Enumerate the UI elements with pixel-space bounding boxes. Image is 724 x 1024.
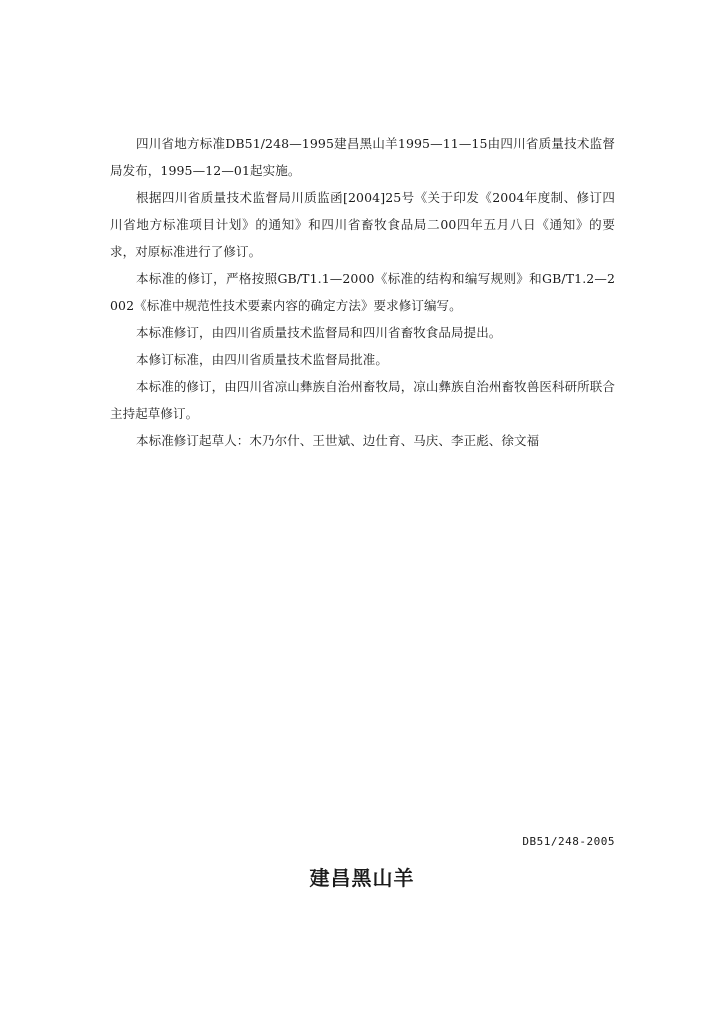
paragraph-basis: 根据四川省质量技术监督局川质监函[2004]25号《关于印发《2004年度制、修订四川省地方标准项目计划》的通知》和四川省畜牧食品局二00四年五月八日《通知》的要求，对原标准进行了修订。 (110, 190, 615, 259)
standard-code: DB51/248-2005 (522, 835, 615, 848)
paragraph-drafting-rules: 本标准的修订，严格按照GB/T1.1—2000《标准的结构和编写规则》和GB/T1.2—2002《标准中规范性技术要素内容的确定方法》要求修订编写。 (110, 271, 615, 313)
paragraph-proposed-by: 本标准修订，由四川省质量技术监督局和四川省畜牧食品局提出。 (136, 325, 502, 340)
paragraph-approved-by: 本修订标准，由四川省质量技术监督局批准。 (136, 352, 389, 367)
foreword-body (110, 130, 615, 454)
standard-title: 建昌黑山羊 (309, 866, 415, 890)
paragraph-history: 四川省地方标准DB51/248—1995建昌黑山羊1995—11—15由四川省质量技术监督局发布，1995—12—01起实施。 (110, 136, 615, 178)
paragraph-drafting-units: 本标准的修订，由四川省凉山彝族自治州畜牧局，凉山彝族自治州畜牧兽医科研所联合主持起草修订。 (110, 379, 615, 421)
paragraph-drafters: 本标准修订起草人：木乃尔什、王世斌、边仕育、马庆、李正彪、徐文福 (136, 433, 540, 448)
